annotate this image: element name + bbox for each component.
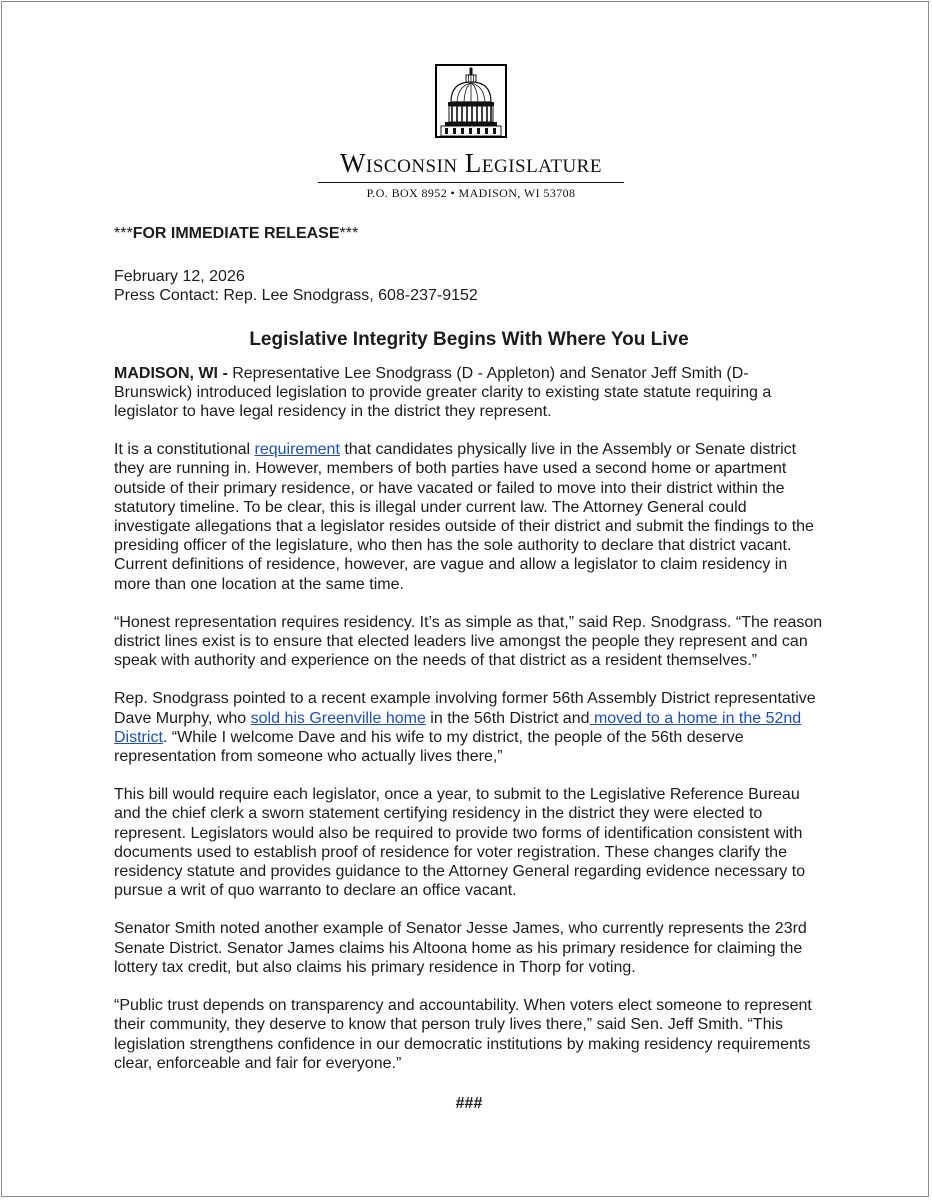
paragraph-4 — [114, 689, 824, 766]
date-contact-block — [114, 267, 824, 305]
release-label — [114, 224, 824, 243]
paragraph-4-before: Rep. Snodgrass pointed to a recent example involving former 56th Assembly District representative Dave Murphy, who — [114, 690, 816, 727]
release-stars-left: *** — [114, 225, 133, 242]
paragraph-6: Senator Smith noted another example of Senator Jesse James, who currently represents the 23rd Senate District. Senator James claims his Altoona home as his primary residence for claiming the lottery tax credit, but also claims his primary residence in Thorp for voting. — [114, 920, 807, 976]
letterhead — [318, 64, 624, 202]
paragraph-1-text: Representative Lee Snodgrass (D - Appleton) and Senator Jeff Smith (D-Brunswick) introduced legislation to provide greater clarity to existing state statute requiring a legislator to have legal residency in the district they represent. — [114, 364, 772, 421]
paragraph-2-after: that candidates physically live in the Assembly or Senate district they are running in. However, members of both parties have used a second home or apartment outside of their primary residence, or have vacated or failed to move into their district within the statutory timeline. To be clear, this is illegal under current law. The Attorney General could investigate allegations that a legislator resides outside of their district and submit the findings to the presiding officer of the legislature, who then has the sole authority to declare that district vacant. Current definitions of residence, however, are vague and allow a legislator to claim residency in more than one location at the same time. — [114, 441, 814, 593]
press-release-page — [1, 1, 929, 1197]
dateline: MADISON, WI - — [114, 364, 228, 382]
paragraph-3: “Honest representation requires residency. It’s as simple as that,” said Rep. Snodgrass. “The reason district lines exist is to ensure that elected leaders live amongst the people they represent and can speak with authority and experience on the needs of that district as a resident themselves.” — [114, 613, 823, 670]
paragraph-1 — [114, 364, 824, 422]
paragraph-2-before: It is a constitutional — [114, 441, 255, 459]
capitol-dome-icon — [435, 64, 507, 138]
paragraph-5: This bill would require each legislator, once a year, to submit to the Legislative Reference Bureau and the chief clerk a sworn statement certifying residency in the district they were elected to represent. Legislators would also be required to provide two forms of identification consistent with documents used to establish proof of residence for voter registration. These changes clarify the residency statute and provides guidance to the Attorney General regarding evidence necessary to pursue a writ of quo warranto to declare an office vacant. — [114, 786, 806, 900]
paragraph-4-after: . “While I welcome Dave and his wife to my district, the people of the 56th deserve representation from someone who actually lives there,” — [114, 728, 744, 766]
release-body — [114, 224, 824, 1113]
paragraph-7: “Public trust depends on transparency and accountability. When voters elect someone to represent their community, they deserve to know that person truly lives there,” said Sen. Jeff Smith. “This legislation strengthens confidence in our democratic institutions by making residency requirements clear, enforceable and fair for everyone.” — [114, 997, 812, 1072]
requirement-link[interactable]: requirement — [254, 441, 340, 459]
paragraph-4-middle: in the 56th District and — [425, 709, 590, 727]
paragraph-2 — [114, 440, 824, 594]
52nd-district-home-link[interactable]: moved to a home in the 52nd District — [114, 709, 802, 746]
letterhead-divider — [318, 182, 624, 183]
release-date: February 12, 2026 — [114, 268, 245, 286]
organization-name: Wisconsin Legislature — [340, 148, 602, 178]
headline: Legislative Integrity Begins With Where You Live — [249, 328, 689, 350]
press-contact: Press Contact: Rep. Lee Snodgrass, 608-237-9152 — [114, 287, 478, 305]
end-mark: ### — [455, 1094, 483, 1112]
release-stars-right: *** — [339, 225, 359, 242]
release-label-text: FOR IMMEDIATE RELEASE — [132, 225, 340, 242]
organization-address: P.O. BOX 8952 • MADISON, WI 53708 — [366, 186, 576, 200]
greenville-home-link[interactable]: sold his Greenville home — [250, 709, 426, 727]
